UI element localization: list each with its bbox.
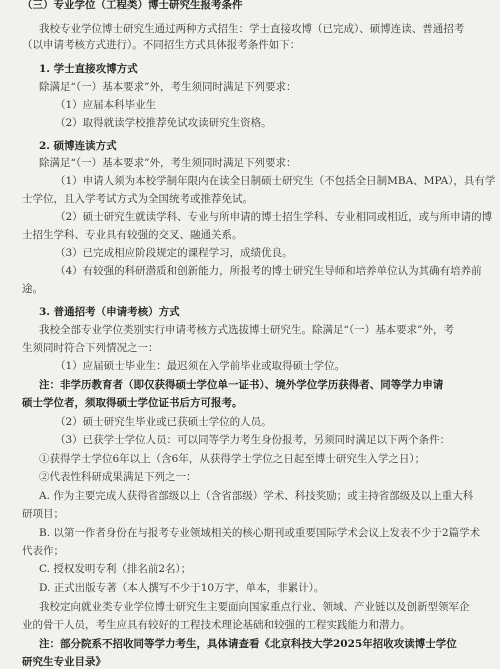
section-heading-line: 2. 硕博连读方式 (39, 140, 117, 152)
text-line: ②代表性科研成果满足下列之一： (39, 471, 197, 483)
section-heading-line: 硕士学位者，须取得硕士学位证书后方可报考。 (22, 397, 243, 409)
text-line: 我校全部专业学位类别实行申请考核方式选拔博士研究生。除满足“（一）基本要求”外，考 (39, 324, 454, 336)
section-heading-line: 研究生专业目录》 (22, 656, 106, 668)
text-line: （1）应届本科毕业生 (55, 99, 157, 111)
text-line: 途。 (22, 283, 43, 295)
text-line: B. 以第一作者身份在与报考专业领域相关的核心期刊或重要国际学术会议上发表不少于2篇学术 (39, 527, 481, 539)
text-line: D. 正式出版专著（本人撰写不少于10万字，单本，非累计）。 (39, 582, 325, 594)
text-line: （2）硕士研究生毕业或已获硕士学位的人员。 (55, 416, 272, 428)
text-line: （3）已获学士学位人员：可以同等学力考生身份报考，另须同时满足以下两个条件： (55, 434, 451, 446)
text-line: A. 作为主要完成人获得省部级以上（含省部级）学术、科技奖励；或主持省部级及以上重大科 (39, 490, 474, 502)
text-line: （3）已完成相应阶段规定的课程学习，成绩优良。 (55, 247, 293, 259)
text-line: 我校专业学位博士研究生通过两种方式招生：学士直接攻博（已完成）、硕博连读、普通招考 (39, 23, 465, 35)
text-line: 士招生学科、专业具有较强的交叉、融通关系。 (22, 229, 243, 241)
text-line: 士学位，且入学考试方式为全国统考或推荐免试。 (22, 193, 253, 205)
text-line: 生须同时符合下列情况之一： (22, 342, 159, 354)
text-line: （1）应届硕士毕业生：最迟须在入学前毕业或取得硕士学位。 (55, 360, 346, 372)
section-heading-line: 1. 学士直接攻博方式 (39, 63, 138, 75)
text-line: 除满足“（一）基本要求”外，考生须同时满足下列要求： (39, 157, 297, 169)
text-line: 业的骨干人员，考生应具有较好的工程技术理论基础和较强的工程实践能力和潜力。 (22, 619, 411, 631)
section-heading-line: 3. 普通招考（申请考核）方式 (39, 306, 180, 318)
text-line: 代表作； (22, 545, 64, 557)
text-line: （以申请考核方式进行）。不同招生方式具体报考条件如下： (22, 39, 301, 51)
section-heading-line: 注：非学历教育者（即仅获得硕士学位单一证书）、境外学位学历获得者、同等学力申请 (39, 379, 444, 391)
text-line: 研项目； (22, 508, 64, 520)
text-line: （4）有较强的科研潜质和创新能力，所报考的博士研究生导师和培养单位认为其确有培养前 (55, 265, 482, 277)
text-line: 我校定向就业类专业学位博士研究生主要面向国家重点行业、领域、产业链以及创新型领军企 (39, 601, 470, 613)
text-line: 除满足“（一）基本要求”外，考生须同时满足下列要求： (39, 81, 297, 93)
section-heading-line: （三）专业学位（工程类）博士研究生报考条件 (22, 0, 243, 11)
text-line: （2）硕士研究生就读学科、专业与所申请的博士招生学科、专业相同或相近，或与所申请的博 (55, 211, 493, 223)
text-line: （2）取得就读学校推荐免试攻读研究生资格。 (55, 117, 272, 129)
text-line: ①获得学士学位6年以上（含6年，从获得学士学位之日起至博士研究生入学之日）； (39, 453, 426, 465)
section-heading-line: 注：部分院系不招收同等学力考生，具体请查看《北京科技大学2025年招收攻读博士学位 (39, 638, 457, 650)
text-line: （1）申请人须为本校学制年限内在读全日制硕士研究生（不包括全日制MBA、MPA），具有学 (55, 175, 496, 187)
text-line: C. 授权发明专利（排名前2名）； (39, 563, 192, 575)
